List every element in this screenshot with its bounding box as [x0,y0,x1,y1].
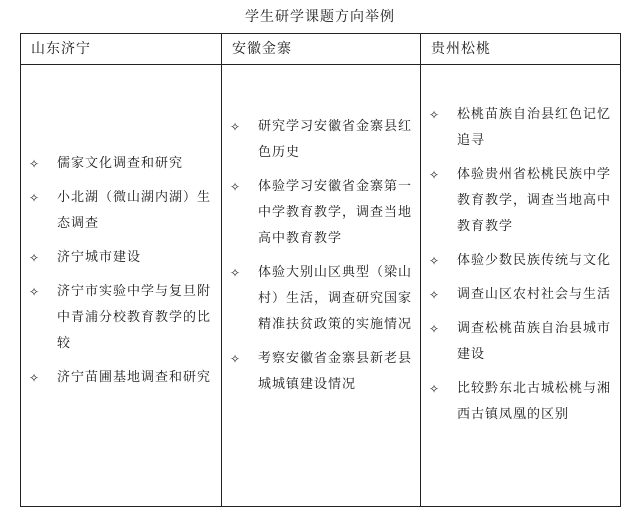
list-item [27,151,213,177]
diamond-icon: ✧ [429,168,441,182]
diamond-icon: ✧ [29,371,41,385]
list-item [27,279,213,357]
topic-list-guizhou [421,65,620,428]
list-item [427,102,612,154]
topic-text: 调查山区农村社会与生活 [457,287,612,302]
topic-text: 考察安徽省金寨县新老县城城镇建设情况 [258,351,413,392]
topic-list-anhui [222,65,420,398]
topic-text: 小北湖（微山湖内湖）生态调查 [57,190,212,231]
list-item [427,316,612,368]
diamond-icon: ✧ [29,285,41,299]
topic-list-shandong [21,65,221,391]
list-item [228,260,412,338]
diamond-icon: ✧ [29,251,41,265]
topic-text: 调查松桃苗族自治县城市建设 [457,321,612,362]
topic-text: 济宁城市建设 [57,250,142,265]
list-item [27,245,213,271]
list-item [27,365,213,391]
diamond-icon: ✧ [29,157,41,171]
list-item [228,346,412,398]
diamond-icon: ✧ [429,254,441,268]
topic-text: 研究学习安徽省金寨县红色历史 [258,119,413,160]
list-item [27,185,213,237]
topic-text: 济宁市实验中学与复旦附中青浦分校教育教学的比较 [57,284,212,351]
diamond-icon: ✧ [230,352,242,366]
topic-text: 儒家文化调查和研究 [57,156,184,171]
topic-text: 体验学习安徽省金寨第一中学教育教学，调查当地高中教育教学 [258,179,413,246]
header-row [21,34,621,65]
list-item [427,376,612,428]
diamond-icon: ✧ [230,266,242,280]
list-item [228,174,412,252]
list-item [228,114,412,166]
topics-table [20,33,621,507]
topic-text: 体验贵州省松桃民族中学教育教学，调查当地高中教育教学 [457,167,612,234]
diamond-icon: ✧ [429,288,441,302]
diamond-icon: ✧ [429,322,441,336]
list-item [427,282,612,308]
topic-text: 济宁苗圃基地调查和研究 [57,370,212,385]
diamond-icon: ✧ [230,120,242,134]
list-item [427,162,612,240]
list-item [427,248,612,274]
topic-text: 体验大别山区典型（梁山村）生活，调查研究国家精准扶贫政策的实施情况 [258,265,413,332]
column-header-shandong-jining: 山东济宁 [21,34,222,65]
column-anhui-jinzhai [222,65,421,507]
column-guizhou-songtao [421,65,621,507]
diamond-icon: ✧ [429,108,441,122]
column-header-guizhou-songtao: 贵州松桃 [421,34,621,65]
topic-text: 松桃苗族自治县红色记忆追寻 [457,107,612,148]
diamond-icon: ✧ [230,180,242,194]
column-header-anhui-jinzhai: 安徽金寨 [222,34,421,65]
page-title: 学生研学课题方向举例 [245,9,395,25]
topic-text: 比较黔东北古城松桃与湘西古镇凤凰的区别 [457,381,612,422]
diamond-icon: ✧ [29,191,41,205]
diamond-icon: ✧ [429,382,441,396]
topic-text: 体验少数民族传统与文化 [457,253,612,268]
column-shandong-jining [21,65,222,507]
content-row [21,65,621,507]
